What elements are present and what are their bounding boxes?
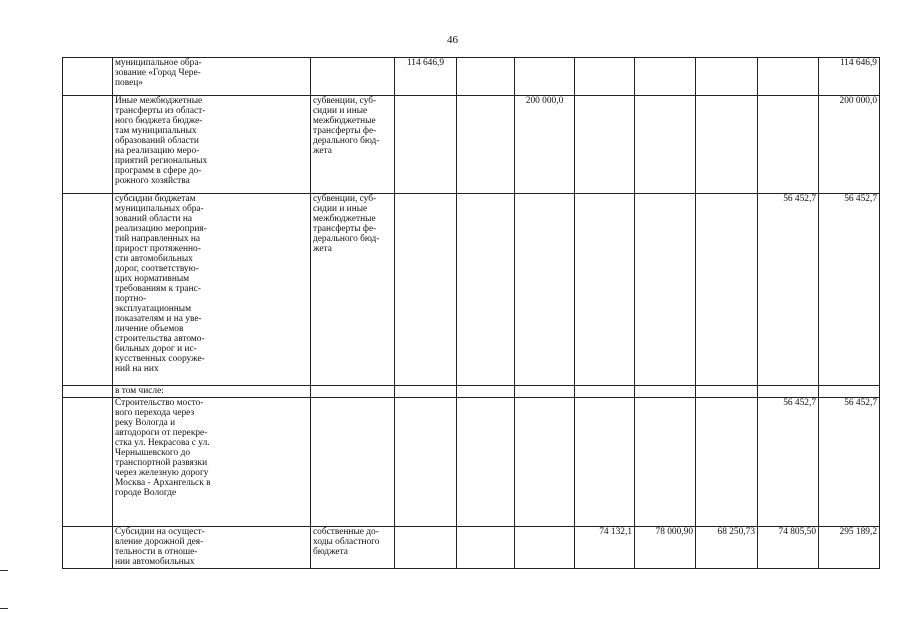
value-cell: 74 132,1 — [575, 527, 635, 569]
value-cell — [395, 398, 457, 527]
value-cell: 78 000,90 — [635, 527, 696, 569]
source-cell — [311, 386, 395, 398]
value-cell — [758, 386, 819, 398]
value-cell — [696, 398, 758, 527]
budget-table — [62, 57, 880, 569]
row-name-cell: Субсидии на осущест- вление дорожной дея- тельности в отноше- нии автомобильных — [113, 527, 311, 569]
margin-mark — [0, 570, 8, 571]
value-cell — [457, 398, 515, 527]
value-cell — [575, 96, 635, 194]
value-cell: 74 805,50 — [758, 527, 819, 569]
value-cell: 200 000,0 — [515, 96, 575, 194]
blank-cell — [63, 527, 113, 569]
table-row — [63, 386, 880, 398]
blank-cell — [63, 386, 113, 398]
value-cell — [635, 96, 696, 194]
value-cell — [696, 194, 758, 386]
table-row — [63, 96, 880, 194]
value-cell — [457, 194, 515, 386]
value-cell: 68 250,73 — [696, 527, 758, 569]
value-cell: 56 452,7 — [758, 194, 819, 386]
total-cell: 114 646,9 — [819, 58, 880, 96]
source-cell: субвенции, суб- сидии и иные межбюджетные трансферты фе- дерального бюд- жета — [311, 96, 395, 194]
value-cell — [457, 96, 515, 194]
value-cell — [635, 58, 696, 96]
value-cell — [758, 58, 819, 96]
value-cell — [758, 96, 819, 194]
table-body — [63, 58, 880, 569]
value-cell — [696, 386, 758, 398]
total-cell: 56 452,7 — [819, 194, 880, 386]
table-row — [63, 194, 880, 386]
source-cell: собственные до- ходы областного бюджета — [311, 527, 395, 569]
margin-mark — [0, 608, 8, 609]
value-cell — [575, 398, 635, 527]
value-cell: 56 452,7 — [758, 398, 819, 527]
value-cell — [395, 386, 457, 398]
value-cell — [457, 58, 515, 96]
table-row — [63, 58, 880, 96]
total-cell — [819, 386, 880, 398]
value-cell — [395, 194, 457, 386]
value-cell — [515, 398, 575, 527]
source-cell — [311, 398, 395, 527]
table-row — [63, 527, 880, 569]
value-cell — [395, 527, 457, 569]
row-name-cell: Строительство мосто- вого перехода через реку Вологда и автодороги от перекре- стка ул. Некрасова с ул. Чернышевского до транспортной развязки через железную дорогу Москва - Архангельск в городе Вологде — [113, 398, 311, 527]
value-cell — [457, 527, 515, 569]
value-cell — [395, 96, 457, 194]
value-cell: 114 646,9 — [395, 58, 457, 96]
value-cell — [515, 527, 575, 569]
value-cell — [635, 386, 696, 398]
value-cell — [515, 58, 575, 96]
blank-cell — [63, 398, 113, 527]
value-cell — [575, 194, 635, 386]
total-cell: 295 189,2 — [819, 527, 880, 569]
blank-cell — [63, 96, 113, 194]
value-cell — [575, 58, 635, 96]
row-name-cell: муниципальное обра- зование «Город Чере- повец» — [113, 58, 311, 96]
value-cell — [575, 386, 635, 398]
value-cell — [515, 194, 575, 386]
blank-cell — [63, 194, 113, 386]
value-cell — [515, 386, 575, 398]
value-cell — [696, 58, 758, 96]
page-number: 46 — [447, 34, 458, 46]
row-name-cell: субсидии бюджетам муниципальных обра- зований области на реализацию мероприя- тий направленных на прирост протяженно- сти автомобильных дорог, соответствую- щих нормативным требованиям к транс- портно- эксплуатационным показателям и на уве- личение объемов строительства автомо- бильных дорог и ис- кусственных сооруже- ний на них — [113, 194, 311, 386]
row-name-cell: Иные межбюджетные трансферты из област- ного бюджета бюдже- там муниципальных образований области на реализацию меро- приятий региональных программ в сфере до- рожного хозяйства — [113, 96, 311, 194]
total-cell: 56 452,7 — [819, 398, 880, 527]
value-cell — [696, 96, 758, 194]
value-cell — [635, 398, 696, 527]
value-cell — [457, 386, 515, 398]
total-cell: 200 000,0 — [819, 96, 880, 194]
row-name-cell: в том числе: — [113, 386, 311, 398]
value-cell — [635, 194, 696, 386]
blank-cell — [63, 58, 113, 96]
source-cell: субвенции, суб- сидии и иные межбюджетные трансферты фе- дерального бюд- жета — [311, 194, 395, 386]
source-cell — [311, 58, 395, 96]
table-row — [63, 398, 880, 527]
